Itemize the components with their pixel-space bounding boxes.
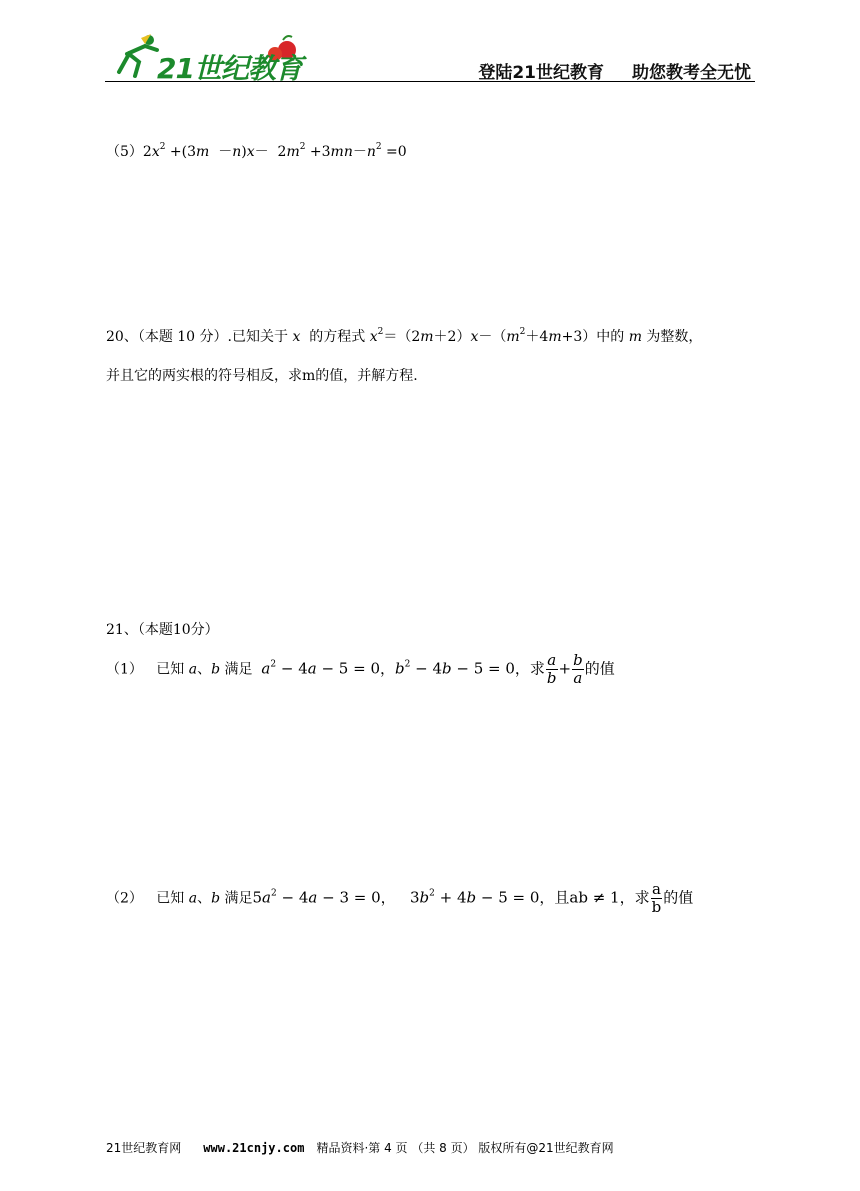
- header-divider: [105, 81, 755, 82]
- page-header: [105, 32, 755, 84]
- slogan-left: 登陆21世纪教育: [478, 63, 604, 83]
- q21-title: 21、（本题10分）: [106, 622, 219, 638]
- q21-part2: （2） 已知 a、b 满足$5a^2 - 4a - 3 = 0$， $3b^2 + 4b - 5 = 0$，且ab ≠ 1，求 $\frac{a}{b}$ 的值: [106, 880, 694, 916]
- q20-line1: 20、（本题 10 分）.已知关于 x 的方程式 $x^2=(2m+2)x-(m^2+4m+3)$中的 m 为整数，: [106, 327, 703, 345]
- q21-part1: （1） 已知 a、b 满足 $a^2 - 4a - 5 = 0$，$b^2 - 4b - 5 = 0$，求 $\frac{a}{b}$ + $\frac{b}{a}$ 的值: [106, 651, 615, 687]
- fraction-b-over-a: $\frac{b}{a}$: [573, 651, 583, 687]
- header-slogan: [478, 58, 751, 83]
- slogan-right: 助您教考全无忧: [632, 63, 751, 83]
- footer-page-info: 精品资料·第 4 页 （共 8 页） 版权所有@21世纪教育网: [316, 1141, 614, 1155]
- q20-line2: 并且它的两实根的符号相反，求m的值，并解方程.: [106, 368, 418, 384]
- site-logo: [105, 32, 305, 85]
- fraction-a-over-b: $\frac{a}{b}$: [546, 651, 557, 687]
- logo-text: 21世纪教育: [157, 52, 302, 85]
- page-footer: [106, 1139, 614, 1156]
- fraction-a-over-b-2: $\frac{a}{b}$: [651, 880, 662, 916]
- q19-5-equation: $(5)2x^2 +(3m -n)x- 2m^2 +3mn-n^2 =0$: [106, 142, 407, 160]
- footer-url[interactable]: www.21cnjy.com: [203, 1141, 305, 1155]
- footer-site: 21世纪教育网: [106, 1141, 182, 1155]
